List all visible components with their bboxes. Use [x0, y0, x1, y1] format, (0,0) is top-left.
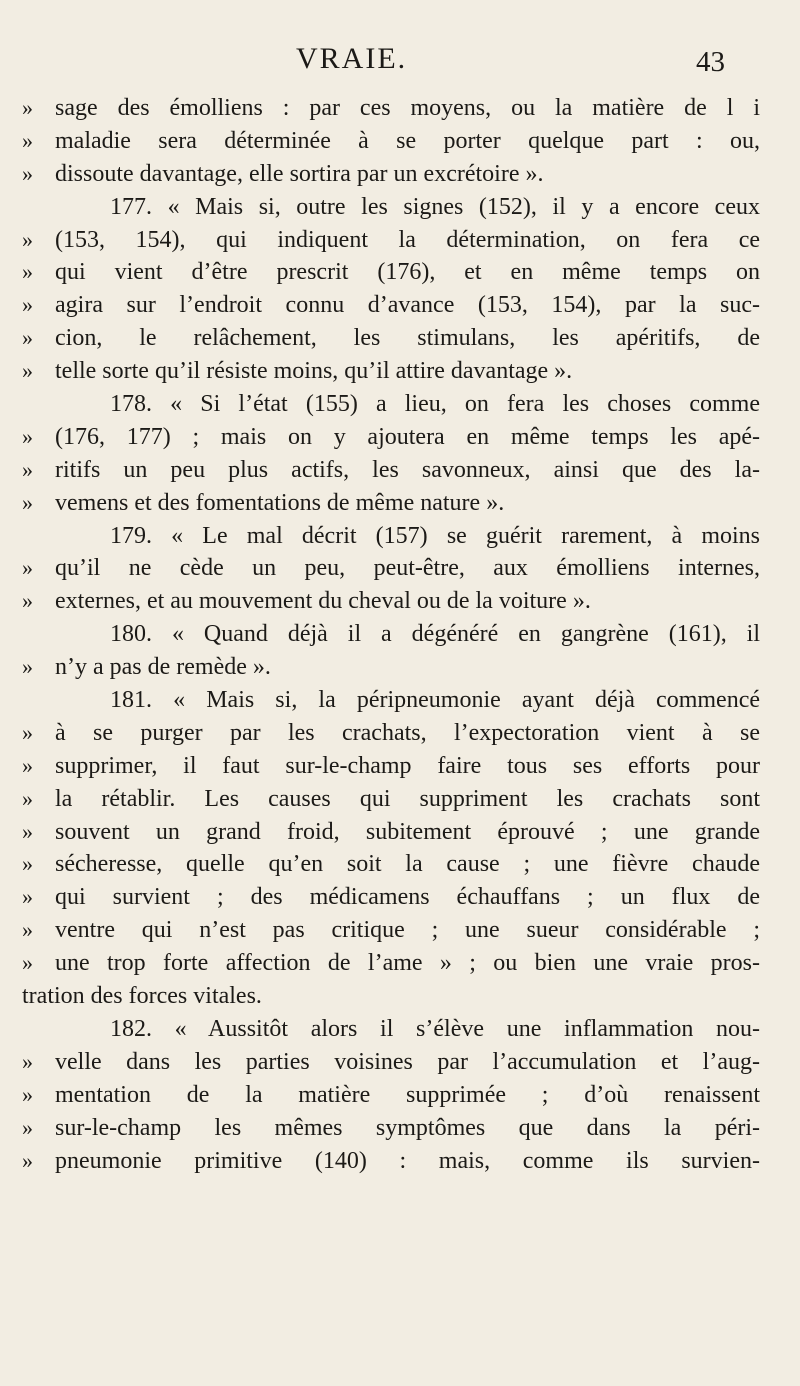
quote-mark: »	[22, 654, 33, 680]
line-text: supprimer, il faut sur-le-champ faire tous ses efforts pour	[55, 752, 760, 779]
line-text: 179. « Le mal décrit (157) se guérit rarement, à moins	[110, 522, 760, 549]
page-body	[0, 92, 800, 1177]
text-line	[0, 158, 800, 191]
line-text: 178. « Si l’état (155) a lieu, on fera les choses comme	[110, 391, 760, 418]
quote-mark: »	[22, 555, 33, 581]
text-line	[0, 454, 800, 487]
quote-mark: »	[22, 917, 33, 943]
quote-mark: »	[22, 851, 33, 877]
text-line	[0, 914, 800, 947]
text-line	[0, 881, 800, 914]
line-text: ventre qui n’est pas critique ; une sueur considérable ;	[55, 917, 760, 944]
quote-mark: »	[22, 588, 33, 614]
line-text: cion, le relâchement, les stimulans, les apéritifs, de	[55, 325, 760, 352]
text-line	[0, 289, 800, 322]
text-line	[0, 816, 800, 849]
quote-mark: »	[22, 127, 33, 153]
text-line	[0, 750, 800, 783]
quote-mark: »	[22, 1081, 33, 1107]
text-line	[0, 224, 800, 257]
quote-mark: »	[22, 358, 33, 384]
line-text: (176, 177) ; mais on y ajoutera en même temps les apé-	[55, 423, 760, 450]
text-line	[0, 684, 800, 717]
line-text: telle sorte qu’il résiste moins, qu’il attire davantage ».	[55, 358, 573, 385]
line-text: mentation de la matière supprimée ; d’où renaissent	[55, 1081, 760, 1108]
line-text: dissoute davantage, elle sortira par un excrétoire ».	[55, 160, 544, 187]
quote-mark: »	[22, 95, 33, 120]
quote-mark: »	[22, 325, 33, 351]
line-text: maladie sera déterminée à se porter quelque part : ou,	[55, 127, 760, 154]
text-line	[0, 355, 800, 388]
running-title: VRAIE.	[296, 42, 408, 75]
quote-mark: »	[22, 489, 33, 515]
line-text: externes, et au mouvement du cheval ou de la voiture ».	[55, 588, 591, 615]
quote-mark: »	[22, 950, 33, 976]
text-line	[0, 552, 800, 585]
text-line	[0, 256, 800, 289]
line-text: 181. « Mais si, la péripneumonie ayant déjà commencé	[110, 687, 760, 714]
page-number: 43	[696, 46, 725, 78]
line-text: souvent un grand froid, subitement éprouvé ; une grande	[55, 818, 760, 845]
line-text: 177. « Mais si, outre les signes (152), il y a encore ceux	[110, 193, 760, 220]
text-line	[0, 1079, 800, 1112]
quote-mark: »	[22, 818, 33, 844]
quote-mark: »	[22, 719, 33, 745]
quote-mark: »	[22, 259, 33, 285]
line-text: la rétablir. Les causes qui suppriment les crachats sont	[55, 785, 760, 812]
line-text: qu’il ne cède un peu, peut-être, aux émolliens internes,	[55, 555, 760, 582]
text-line	[0, 388, 800, 421]
line-text: sage des émolliens : par ces moyens, ou la matière de l i	[55, 95, 760, 121]
line-text: (153, 154), qui indiquent la détermination, on fera ce	[55, 226, 760, 253]
quote-mark: »	[22, 226, 33, 252]
text-line	[0, 980, 800, 1013]
line-text: 182. « Aussitôt alors il s’élève une inflammation nou-	[110, 1015, 760, 1042]
quote-mark: »	[22, 1048, 33, 1074]
quote-mark: »	[22, 160, 33, 186]
quote-mark: »	[22, 752, 33, 778]
text-line	[0, 1112, 800, 1145]
line-text: sécheresse, quelle qu’en soit la cause ; une fièvre chaude	[55, 851, 760, 878]
line-text: sur-le-champ les mêmes symptômes que dans la péri-	[55, 1114, 760, 1141]
text-line	[0, 783, 800, 816]
line-text: n’y a pas de remède ».	[55, 654, 271, 681]
line-text: une trop forte affection de l’ame » ; ou bien une vraie pros-	[55, 950, 760, 977]
text-line	[0, 717, 800, 750]
line-text: qui survient ; des médicamens échauffans ; un flux de	[55, 884, 760, 911]
text-line	[0, 947, 800, 980]
text-line	[0, 651, 800, 684]
quote-mark: »	[22, 292, 33, 318]
text-line	[0, 1046, 800, 1079]
quote-mark: »	[22, 1114, 33, 1140]
text-line	[0, 618, 800, 651]
text-line	[0, 1013, 800, 1046]
text-line	[0, 92, 800, 125]
text-line	[0, 322, 800, 355]
line-text: velle dans les parties voisines par l’accumulation et l’aug-	[55, 1048, 760, 1075]
page-header	[0, 38, 800, 90]
text-line	[0, 1145, 800, 1178]
quote-mark: »	[22, 456, 33, 482]
line-text: à se purger par les crachats, l’expectoration vient à se	[55, 719, 760, 746]
text-line	[0, 487, 800, 520]
text-line	[0, 520, 800, 553]
quote-mark: »	[22, 1147, 33, 1173]
line-text: 180. « Quand déjà il a dégénéré en gangrène (161), il	[110, 621, 760, 648]
quote-mark: »	[22, 785, 33, 811]
line-text: qui vient d’être prescrit (176), et en même temps on	[55, 259, 760, 286]
line-text: agira sur l’endroit connu d’avance (153, 154), par la suc-	[55, 292, 760, 319]
line-text: ritifs un peu plus actifs, les savonneux, ainsi que des la-	[55, 456, 760, 483]
quote-mark: »	[22, 423, 33, 449]
text-line	[0, 421, 800, 454]
text-line	[0, 125, 800, 158]
text-line	[0, 191, 800, 224]
line-text: tration des forces vitales.	[22, 983, 262, 1010]
text-line	[0, 848, 800, 881]
line-text: pneumonie primitive (140) : mais, comme ils survien-	[55, 1147, 760, 1174]
quote-mark: »	[22, 884, 33, 910]
text-line	[0, 585, 800, 618]
line-text: vemens et des fomentations de même nature ».	[55, 489, 505, 516]
